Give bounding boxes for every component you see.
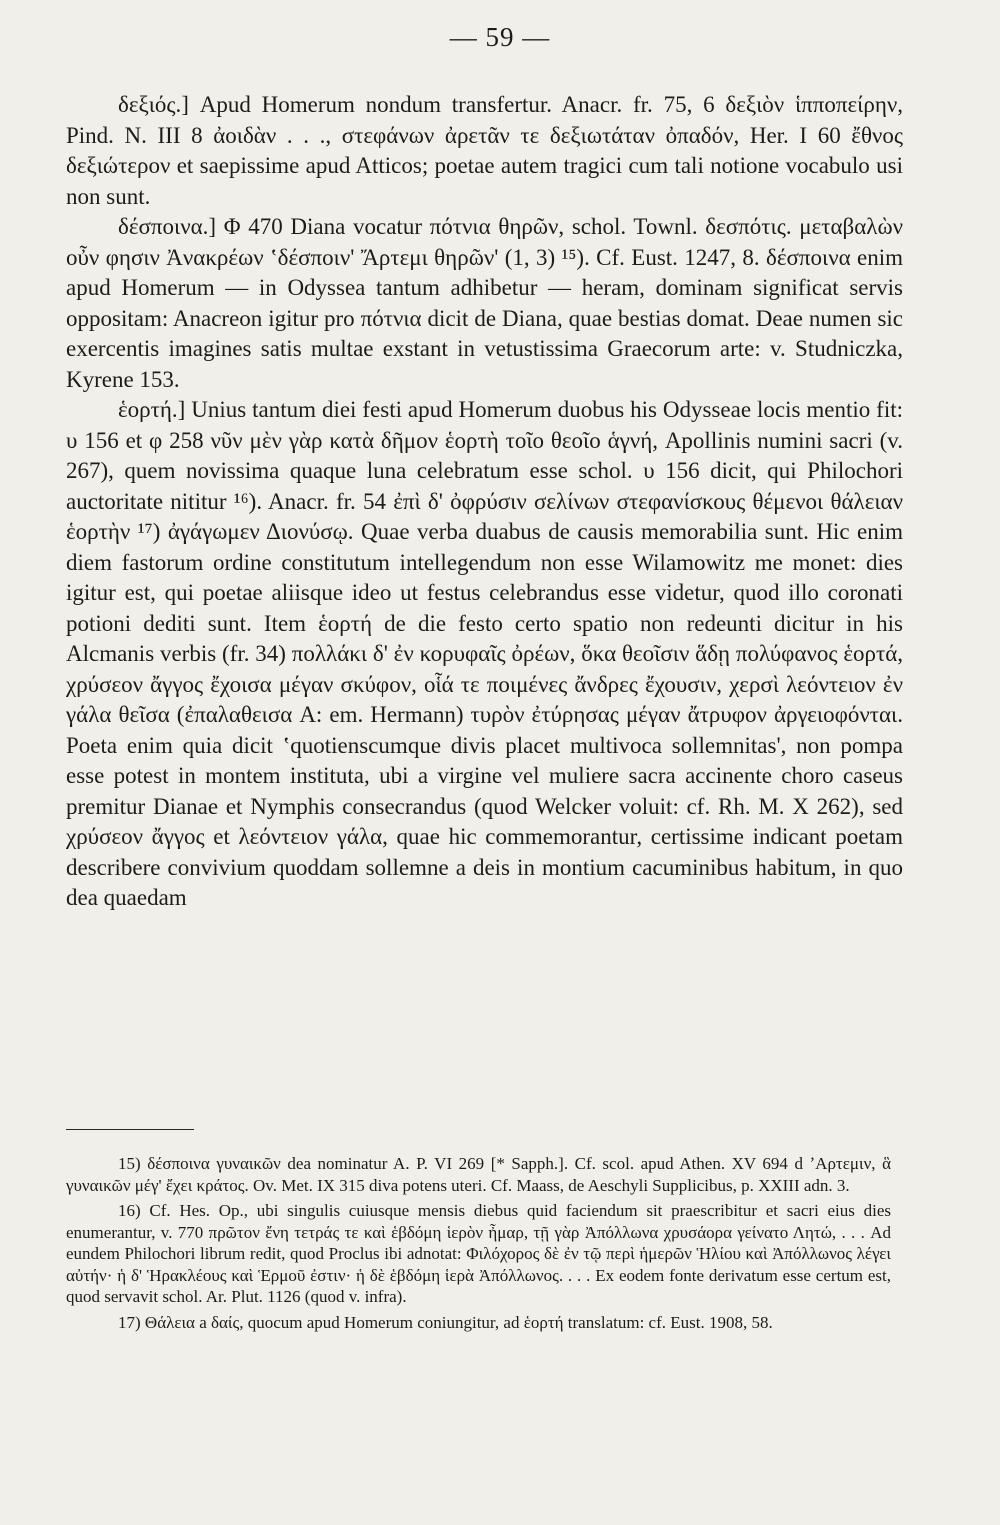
paragraph-heorte: ἑορτή.] Unius tantum diei festi apud Homerum duobus his Odysseae locis mentio fit: υ 156 et φ 258 νῦν μὲν γὰρ κατὰ δῆμον ἑορτὴ τοῖο θεοῖο ἁγνή, Apollinis numini sacri (v. 267), quem novissima quaque luna celebratum esse schol. υ 156 dicit, qui Philochori auctoritate nititur ¹⁶). Anacr. fr. 54 ἐπὶ δ' ὀφρύσιν σελίνων στεφανίσκους θέμενοι θάλειαν ἑορτὴν ¹⁷) ἀγάγωμεν Διονύσῳ. Quae verba duabus de causis memorabilia sunt. Hic enim diem fastorum ordine constitutum intellegendum non esse Wilamowitz me monet: dies igitur est, qui poetae aliisque ideo ut festus celebrandus esse videtur, quod illo coronati potioni dediti sunt. Item ἑορτή de die festo certo spatio non redeunti dicitur in his Alcmanis verbis (fr. 34) πολλάκι δ' ἐν κορυφαῖς ὀρέων, ὅκα θεοῖσιν ἅδῃ πολύφανος ἑορτά, χρύσεον ἄγγος ἔχοισα μέγαν σκύφον, οἷά τε ποιμένες ἄνδρες ἔχουσιν, χερσὶ λεόντειον ἐν γάλα θεῖσα (ἐπαλαθεισα A: em. Hermann) τυρὸν ἐτύρησας μέγαν ἄτρυφον ἀργειοφόνται. Poeta enim quia dicit ʽquotienscumque divis placet multivoca sollemnitas', non pompa esse potest in montem instituta, ubi a virgine vel muliere sacra accinente choro caseus premitur Dianae et Nymphis consecrandus (quod Welcker voluit: cf. Rh. M. X 262), sed χρύσεον ἄγγος et λεόντειον γάλα, quae hic commemorantur, certissime indicant poetam describere convivium quoddam sollemne a deis in montium cacuminibus habitum, in quo dea quaedam xyxy=(66,397,903,910)
footnote-16: 16) Cf. Hes. Op., ubi singulis cuiusque mensis diebus quid faciendum sit praescribitur et sacri eius dies enumerantur, v. 770 πρῶτον ἔνη τετράς τε καὶ ἑβδόμη ἱερὸν ἦμαρ, τῇ γὰρ Ἀπόλλωνα χρυσάορα γείνατο Λητώ, . . . Ad eundem Philochori librum redit, quod Proclus ibi adnotat: Φιλόχορος δὲ ἐν τῷ περὶ ἡμερῶν Ἡλίου καὶ Ἀπόλλωνος λέγει αὐτήν· ἡ δ' Ἡρακλέους καὶ Ἑρμοῦ ἐστιν· ἡ δὲ ἑβδόμη ἱερὰ Ἀπόλλωνος. . . . Ex eodem fonte derivatum esse certum est, quod servavit schol. Ar. Plut. 1126 (quod v. infra). xyxy=(66,1201,891,1306)
footnote-15: 15) δέσποινα γυναικῶν dea nominatur A. P. VI 269 [* Sapph.]. Cf. scol. apud Athen. XV 694 d ʼΑρτεμιν, ἃ γυναικῶν μέγ' ἔχει κράτος. Ov. Met. IX 315 diva potens uteri. Cf. Maass, de Aeschyli Supplicibus, p. XXIII adn. 3. xyxy=(66,1154,891,1195)
footnote-17: 17) Θάλεια a δαίς, quocum apud Homerum coniungitur, ad ἑορτή translatum: cf. Eust. 1908, 58. xyxy=(118,1312,773,1332)
footnotes xyxy=(66,1153,891,1337)
main-text xyxy=(66,90,903,914)
paragraph-dexios: δεξιός.] Apud Homerum nondum transfertur. Anacr. fr. 75, 6 δεξιὸν ἱπποπείρην, Pind. N. III 8 ἀοιδὰν . . ., στεφάνων ἀρετᾶν τε δεξιωτάταν ὀπαδόν, Her. I 60 ἔθνος δεξιώτερον et saepissime apud Atticos; poetae autem tragici cum tali notione vocabulo usi non sunt. xyxy=(66,92,903,209)
paragraph-despoina: δέσποινα.] Φ 470 Diana vocatur πότνια θηρῶν, schol. Townl. δεσπότις. μεταβαλὼν οὖν φησιν Ἀνακρέων ʽδέσποιν' Ἄρτεμι θηρῶν' (1, 3) ¹⁵). Cf. Eust. 1247, 8. δέσποινα enim apud Homerum — in Odyssea tantum adhibetur — heram, dominam significat servis oppositam: Anacreon igitur pro πότνια dicit de Diana, quae bestias domat. Deae numen sic exercentis imagines satis multae exstant in vetustissima Graecorum arte: v. Studniczka, Kyrene 153. xyxy=(66,214,903,392)
page-number: — 59 — xyxy=(449,22,551,52)
footnote-divider xyxy=(66,1129,194,1130)
